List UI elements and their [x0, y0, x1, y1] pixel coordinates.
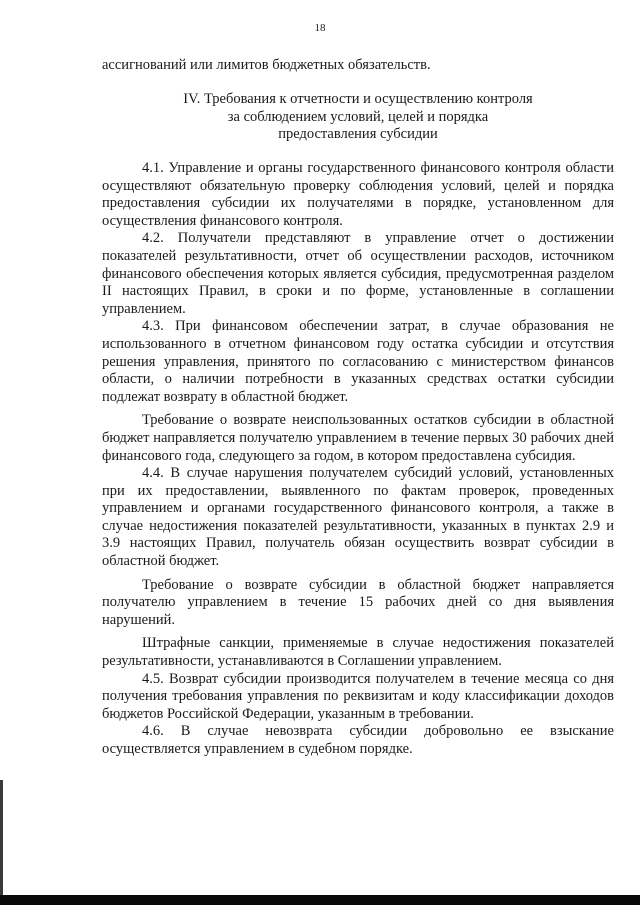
body-text	[102, 160, 614, 759]
section-title-line-2: за соблюдением условий, целей и порядка	[227, 108, 489, 125]
section-title-line-1: IV. Требования к отчетности и осуществлению контроля	[183, 91, 533, 107]
paragraph-4-3: 4.3. При финансовом обеспечении затрат, в случае образования не использованного в отчетном финансовом году остатка субсидии и отсутствия решения управления, принятого по согласованию с министерством финансов области, о наличии потребности в указанных средствах остатки субсидии подлежат возврату в областной бюджет.	[102, 318, 614, 405]
section-title	[100, 91, 616, 144]
page-number: 18	[314, 22, 326, 34]
paragraph-4-2: 4.2. Получатели представляют в управление отчет о достижении показателей результативности, отчет об осуществлении расходов, источником финансового обеспечения которых является субсидия, предусмотренная разделом II настоящих Правил, в сроки и по форме, установленные в соглашении управлением.	[102, 230, 614, 317]
paragraph-4-4: 4.4. В случае нарушения получателем субсидий условий, установленных при их предоставлении, выявленного по фактам проверок, проведенных управлением и органами государственного финансового контроля, а также в случае недостижения показателей результативности, указанных в пунктах 2.9 и 3.9 настоящих Правил, получатель обязан осуществить возврат субсидии в областной бюджет.	[102, 465, 614, 570]
paragraph-4-6: 4.6. В случае невозврата субсидии добровольно ее взыскание осуществляется управлением в судебном порядке.	[102, 723, 614, 757]
paragraph-return-deadline: Требование о возврате субсидии в областной бюджет направляется получателю управлением в течение 15 рабочих дней со дня выявления нарушений.	[102, 576, 614, 628]
continuation-line: ассигнований или лимитов бюджетных обязательств.	[102, 57, 431, 73]
paragraph-penalties: Штрафные санкции, применяемые в случае недостижения показателей результативности, устанавливаются в Соглашении управлением.	[102, 635, 614, 670]
paragraph-return-requirement: Требование о возврате неиспользованных остатков субсидии в областной бюджет направляется получателю управлением в течение первых 30 рабочих дней финансового года, следующего за годом, в котором предоставлена субсидия.	[102, 412, 614, 464]
paragraph-4-1: 4.1. Управление и органы государственного финансового контроля области осуществляют обязательную проверку соблюдения условий, целей и порядка предоставления субсидии их получателями в порядке, установленном для осуществления финансового контроля.	[102, 160, 614, 229]
scan-edge-shadow	[0, 780, 3, 895]
paragraph-4-5: 4.5. Возврат субсидии производится получателем в течение месяца со дня получения требования управления по реквизитам и коду классификации доходов бюджетов Российской Федерации, указанным в требовании.	[102, 670, 614, 722]
scan-bottom-edge	[0, 895, 640, 905]
section-title-line-3: предоставления субсидии	[278, 126, 438, 142]
